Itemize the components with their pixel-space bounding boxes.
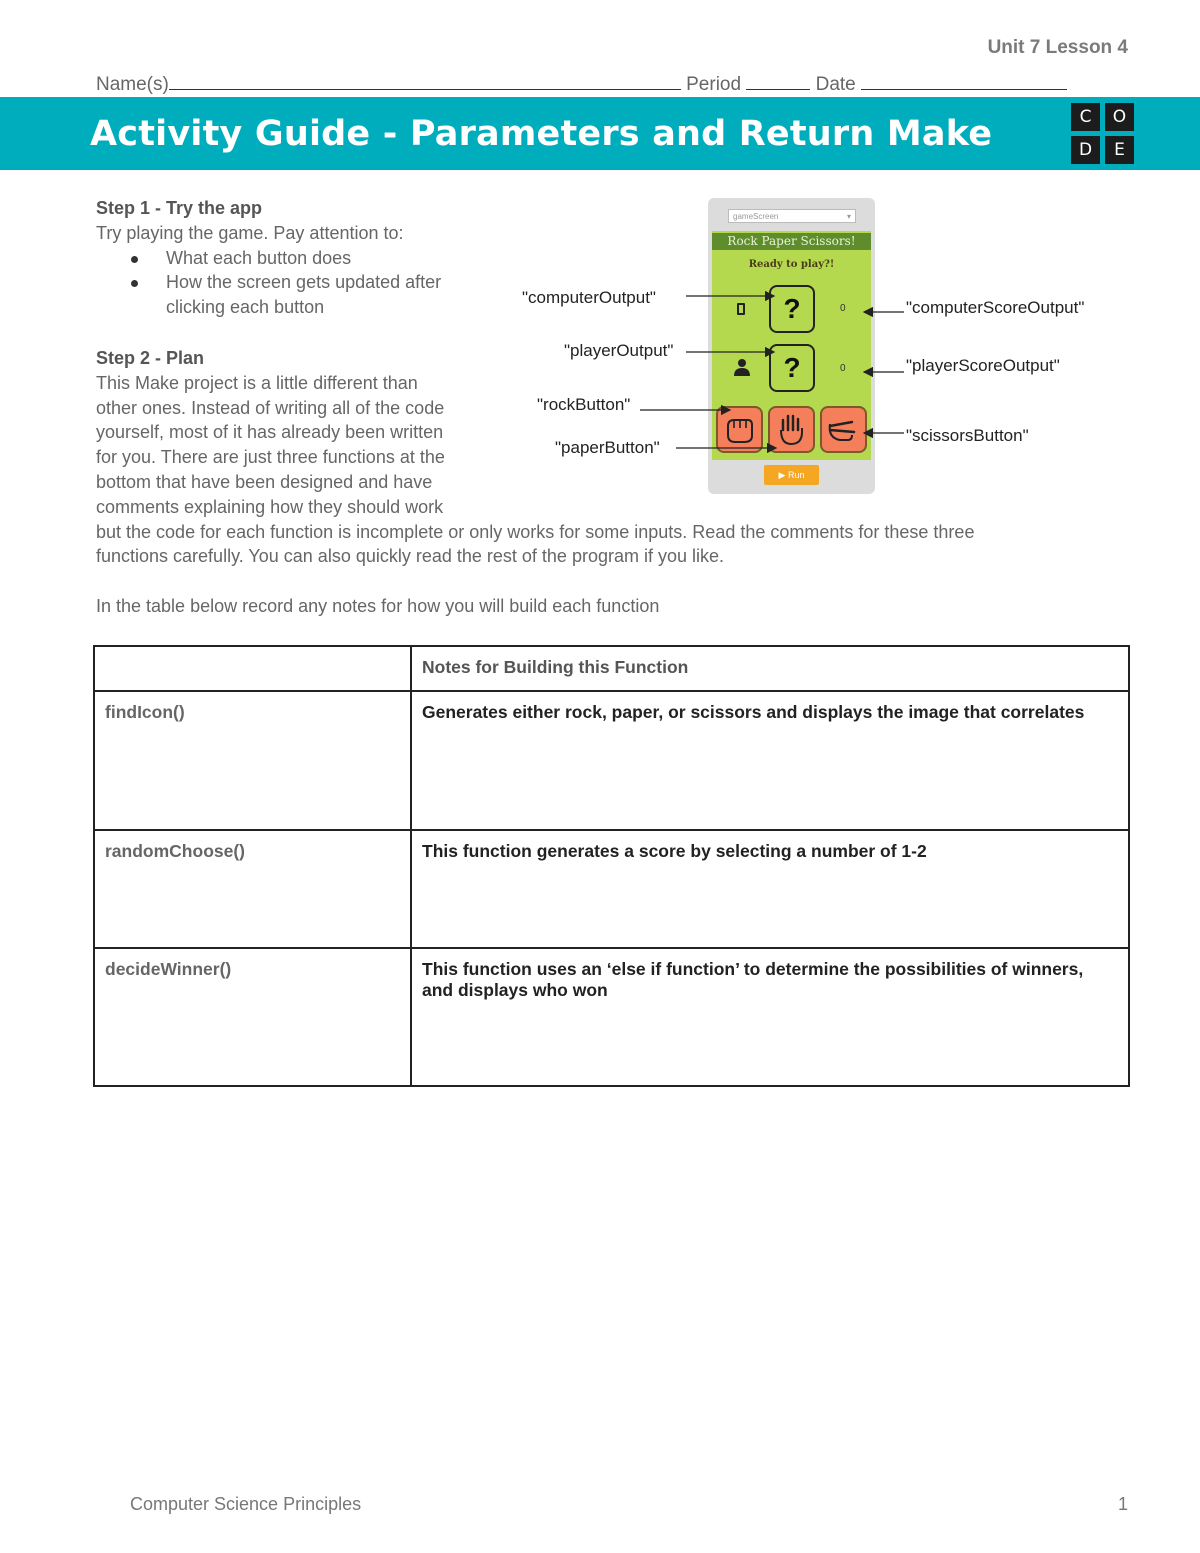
function-notes[interactable]: This function generates a score by selecting a number of 1-2 (411, 830, 1129, 948)
logo-letter: D (1071, 136, 1100, 164)
step2-line: for you. There are just three functions at the (96, 447, 445, 468)
logo-letter: O (1105, 103, 1134, 131)
function-notes[interactable]: Generates either rock, paper, or scissors and displays the image that correlates (411, 691, 1129, 830)
step1-intro: Try playing the game. Pay attention to: (96, 222, 404, 243)
step2-line: but the code for each function is incomplete or only works for some inputs. Read the comments for these three (96, 521, 975, 542)
logo-letter: E (1105, 136, 1134, 164)
step2-line: comments explaining how they should work (96, 496, 444, 517)
footer-course: Computer Science Principles (130, 1494, 362, 1514)
step2-line: yourself, most of it has already been written (96, 422, 444, 443)
step1-bullet: How the screen gets updated after clicking each button (96, 270, 476, 320)
function-name: findIcon() (94, 691, 411, 830)
table-intro: In the table below record any notes for how you will build each function (96, 595, 660, 616)
step1-heading: Step 1 - Try the app (96, 198, 263, 218)
page-title: Activity Guide - Parameters and Return Make (90, 114, 993, 154)
logo-letter: C (1071, 103, 1100, 131)
player-score: 0 (840, 363, 846, 374)
step2-line: other ones. Instead of writing all of the code (96, 397, 445, 418)
period-label: Period (686, 74, 742, 95)
callout-computer-score: "computerScoreOutput" (906, 298, 1085, 317)
name-label: Name(s) (96, 74, 169, 95)
step2-line: bottom that have been designed and have (96, 471, 433, 492)
step2-line: functions carefully. You can also quickly read the rest of the program if you like. (96, 546, 725, 567)
computer-score: 0 (840, 303, 846, 314)
computer-output-box: ? (769, 285, 815, 333)
table-header-empty (94, 646, 411, 691)
callout-rock-button: "rockButton" (537, 395, 631, 414)
table-header-row (94, 646, 1129, 691)
function-name: decideWinner() (94, 948, 411, 1086)
player-output-box: ? (769, 344, 815, 392)
table-header-notes: Notes for Building this Function (411, 646, 1129, 691)
table-row (94, 948, 1129, 1086)
play-icon: ▶ (778, 470, 786, 480)
callout-player-output: "playerOutput" (564, 341, 674, 360)
callout-player-score: "playerScoreOutput" (906, 356, 1060, 375)
app-title: Rock Paper Scissors! (712, 233, 871, 250)
screen-dropdown-value: gameScreen (733, 212, 779, 221)
date-label: Date (815, 74, 856, 95)
app-subtitle: Ready to play?! (748, 259, 835, 270)
table-row (94, 830, 1129, 948)
function-name: randomChoose() (94, 830, 411, 948)
callout-arrows (0, 0, 1200, 520)
callout-scissors-button: "scissorsButton" (906, 426, 1029, 445)
step2-line: This Make project is a little different than (96, 372, 418, 393)
table-row (94, 691, 1129, 830)
step1-bullet: What each button does (96, 246, 496, 271)
callout-paper-button: "paperButton" (555, 438, 660, 457)
unit-lesson-label: Unit 7 Lesson 4 (987, 37, 1128, 58)
chevron-down-icon: ▾ (846, 212, 851, 221)
function-notes[interactable]: This function uses an ‘else if function’ to determine the possibilities of winners, and displays who won (411, 948, 1129, 1086)
run-label: Run (787, 470, 805, 480)
step2-heading: Step 2 - Plan (96, 348, 205, 368)
callout-computer-output: "computerOutput" (522, 288, 656, 307)
page-number: 1 (1118, 1494, 1129, 1514)
function-notes-table (93, 645, 1130, 1087)
